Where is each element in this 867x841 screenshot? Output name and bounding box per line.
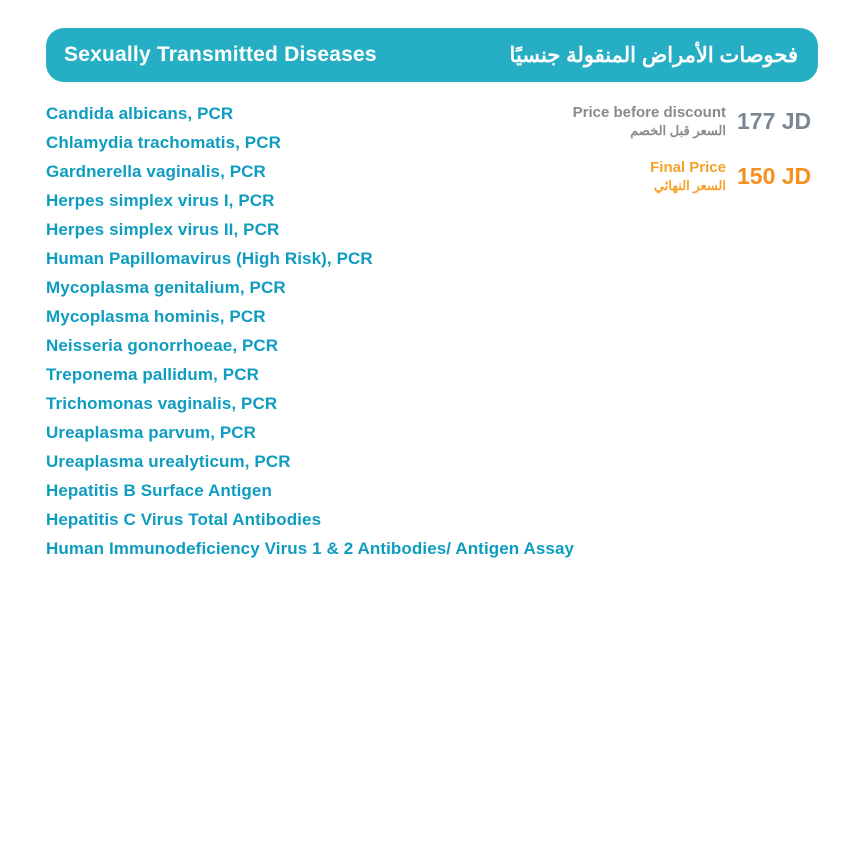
category-title-arabic: فحوصات الأمراض المنقولة جنسيًا xyxy=(509,43,798,67)
test-list-item: Treponema pallidum, PCR xyxy=(46,365,259,384)
test-list-item: Ureaplasma parvum, PCR xyxy=(46,423,257,442)
price-before-discount-labels xyxy=(573,104,726,139)
category-title-english: Sexually Transmitted Diseases xyxy=(64,43,377,66)
test-list-item: Human Immunodeficiency Virus 1 & 2 Antibodies/ Antigen Assay xyxy=(46,539,575,558)
final-price-label-arabic: السعر النهائي xyxy=(653,177,726,193)
test-list-item: Human Papillomavirus (High Risk), PCR xyxy=(46,249,373,268)
price-before-discount-value: 177 JD xyxy=(737,108,812,134)
final-price-value: 150 JD xyxy=(737,163,812,189)
price-before-discount-label-english: Price before discount xyxy=(572,104,726,121)
test-list-item: Mycoplasma hominis, PCR xyxy=(46,307,266,326)
pricing-block xyxy=(533,104,823,194)
test-list-item: Ureaplasma urealyticum, PCR xyxy=(46,452,291,471)
test-list-item: Herpes simplex virus I, PCR xyxy=(46,191,275,210)
test-list-item: Hepatitis C Virus Total Antibodies xyxy=(46,510,322,529)
category-banner xyxy=(46,28,818,82)
final-price-row xyxy=(533,159,823,194)
price-before-discount-row xyxy=(533,104,823,139)
final-price-labels xyxy=(650,159,726,194)
test-list-item: Candida albicans, PCR xyxy=(46,104,234,123)
price-before-discount-label-arabic: السعر قبل الخصم xyxy=(630,122,726,138)
test-list-item: Herpes simplex virus II, PCR xyxy=(46,220,280,239)
test-list-item: Trichomonas vaginalis, PCR xyxy=(46,394,278,413)
test-list-item: Mycoplasma genitalium, PCR xyxy=(46,278,286,297)
test-list-item: Chlamydia trachomatis, PCR xyxy=(46,133,281,152)
test-list-item: Neisseria gonorrhoeae, PCR xyxy=(46,336,279,355)
final-price-label-english: Final Price xyxy=(650,159,726,176)
test-list-item: Gardnerella vaginalis, PCR xyxy=(46,162,266,181)
test-list-item: Hepatitis B Surface Antigen xyxy=(46,481,272,500)
